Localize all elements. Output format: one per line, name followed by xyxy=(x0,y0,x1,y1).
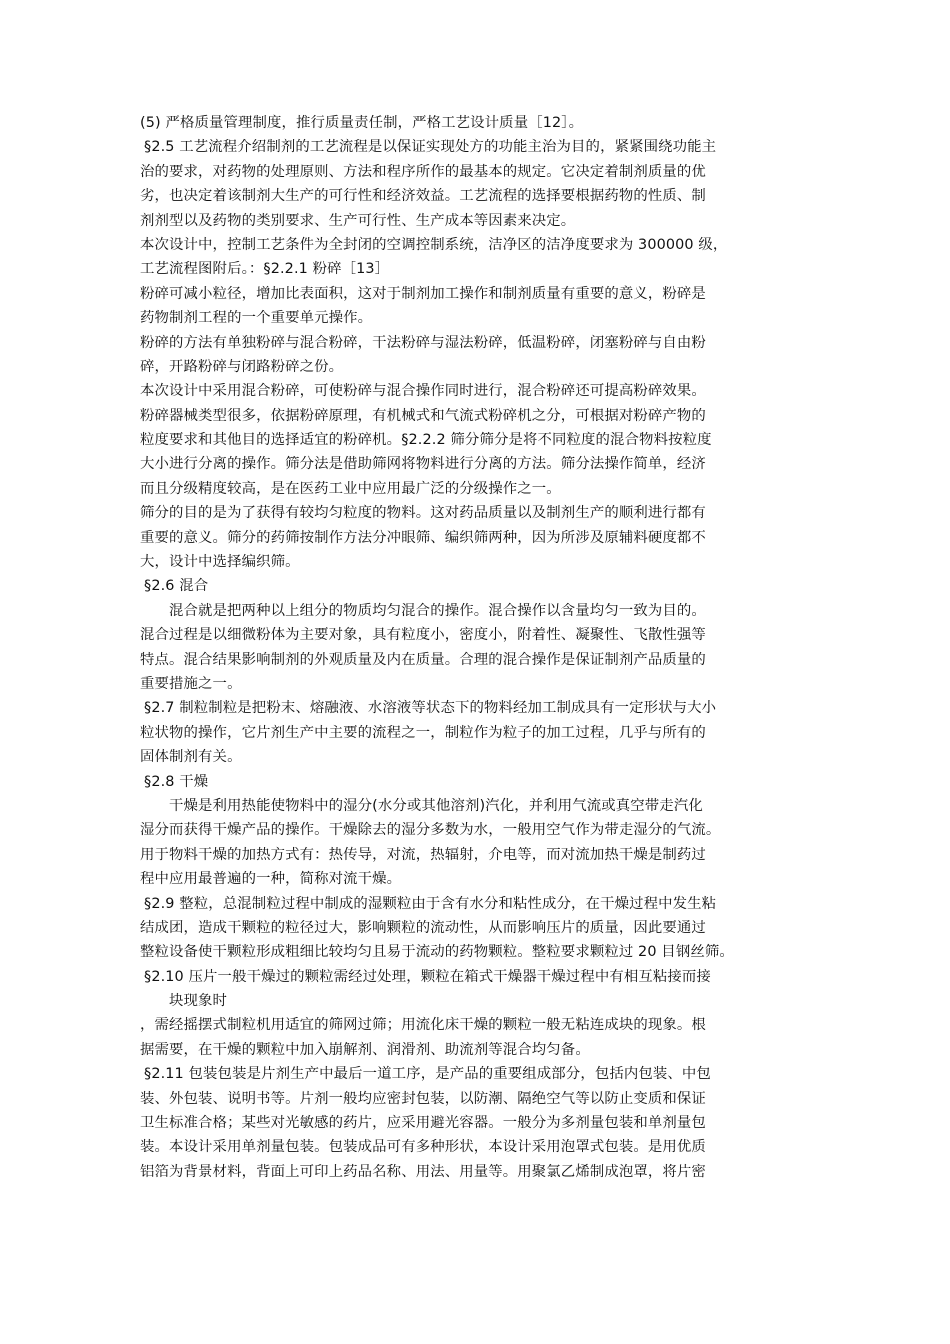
text-line: 卫生标准合格；某些对光敏感的药片，应采用避光容器。一般分为多剂量包装和单剂量包 xyxy=(140,1115,706,1132)
text-line: 固体制剂有关。 xyxy=(140,749,242,766)
text-line: 重要措施之一。 xyxy=(140,675,242,692)
text-line: 治的要求，对药物的处理原则、方法和程序所作的最基本的规定。它决定着制剂质量的优 xyxy=(140,163,706,180)
text-line: 劣，也决定着该制剂大生产的可行性和经济效益。工艺流程的选择要根据药物的性质、制 xyxy=(140,188,706,205)
text-line: 粒状物的操作，它片剂生产中主要的流程之一，制粒作为粒子的加工过程，几乎与所有的 xyxy=(140,724,706,741)
text-line: 湿分而获得干燥产品的操作。干燥除去的湿分多数为水，一般用空气作为带走湿分的气流。 xyxy=(140,822,721,839)
text-line: 大，设计中选择编织筛。 xyxy=(140,554,300,571)
text-line: 块现象时 xyxy=(169,993,228,1010)
text-line: 药物制剂工程的一个重要单元操作。 xyxy=(140,310,373,327)
text-line: ，需经摇摆式制粒机用适宜的筛网过筛；用流化床干燥的颗粒一般无粘连成块的现象。根 xyxy=(140,1017,706,1034)
text-line: 程中应用最普遍的一种，简称对流干燥。 xyxy=(140,871,402,888)
text-line: 特点。混合结果影响制剂的外观质量及内在质量。合理的混合操作是保证制剂产品质量的 xyxy=(140,651,706,668)
text-line: 大小进行分离的操作。筛分法是借助筛网将物料进行分离的方法。筛分法操作简单，经济 xyxy=(140,456,706,473)
text-line: 混合就是把两种以上组分的物质均匀混合的操作。混合操作以含量均匀一致为目的。 xyxy=(169,602,706,619)
text-line: 据需要，在干燥的颗粒中加入崩解剂、润滑剂、助流剂等混合均匀备。 xyxy=(140,1041,590,1058)
text-line: 粒度要求和其他目的选择适宜的粉碎机。§2.2.2 筛分筛分是将不同粒度的混合物料按粒度 xyxy=(140,432,712,449)
text-line: 铝箔为背景材料，背面上可印上药品名称、用法、用量等。用聚氯乙烯制成泡罩，将片密 xyxy=(140,1163,706,1180)
text-line: 剂剂型以及药物的类别要求、生产可行性、生产成本等因素来决定。 xyxy=(140,212,576,229)
text-line: 粉碎器械类型很多，依据粉碎原理，有机械式和气流式粉碎机之分，可根据对粉碎产物的 xyxy=(140,407,706,424)
document-body xyxy=(140,111,820,1184)
text-line: 本次设计中采用混合粉碎，可使粉碎与混合操作同时进行，混合粉碎还可提高粉碎效果。 xyxy=(140,383,706,400)
text-line: 装、外包装、说明书等。片剂一般均应密封包装，以防潮、隔绝空气等以防止变质和保证 xyxy=(140,1090,706,1107)
text-line: 碎，开路粉碎与闭路粉碎之份。 xyxy=(140,358,344,375)
section-2-11-line: §2.11 包装包装是片剂生产中最后一道工序，是产品的重要组成部分，包括内包装、中包 xyxy=(144,1066,711,1083)
section-2-10-line: §2.10 压片一般干燥过的颗粒需经过处理，颗粒在箱式干燥器干燥过程中有相互粘接而接 xyxy=(144,968,711,985)
text-line: 结成团，造成干颗粒的粒径过大，影响颗粒的流动性，从而影响压片的质量，因此要通过 xyxy=(140,919,706,936)
section-2-6-heading: §2.6 混合 xyxy=(144,578,209,595)
section-2-9-line: §2.9 整粒，总混制粒过程中制成的湿颗粒由于含有水分和粘性成分，在干燥过程中发生粘 xyxy=(144,895,717,912)
text-line: 重要的意义。筛分的药筛按制作方法分冲眼筛、编织筛两种，因为所涉及原辅料硬度都不 xyxy=(140,529,706,546)
text-line: 粉碎可减小粒径，增加比表面积，这对于制剂加工操作和制剂质量有重要的意义，粉碎是 xyxy=(140,285,706,302)
text-line: 整粒设备使干颗粒形成粗细比较均匀且易于流动的药物颗粒。整粒要求颗粒过 20 目钢丝筛。 xyxy=(140,944,734,961)
text-line: 本次设计中，控制工艺条件为全封闭的空调控制系统，洁净区的洁净度要求为 300000 级， xyxy=(140,236,728,253)
text-line: 装。本设计采用单剂量包装。包装成品可有多种形状，本设计采用泡罩式包装。是用优质 xyxy=(140,1139,706,1156)
text-line: 粉碎的方法有单独粉碎与混合粉碎，干法粉碎与湿法粉碎，低温粉碎，闭塞粉碎与自由粉 xyxy=(140,334,706,351)
text-line: 工艺流程图附后。：§2.2.1 粉碎［13］ xyxy=(140,261,390,278)
section-2-7-line: §2.7 制粒制粒是把粉末、熔融液、水溶液等状态下的物料经加工制成具有一定形状与大小 xyxy=(144,700,717,717)
section-2-5-line: §2.5 工艺流程介绍制剂的工艺流程是以保证实现处方的功能主治为目的，紧紧围绕功能主 xyxy=(144,139,717,156)
text-line: 混合过程是以细微粉体为主要对象，具有粒度小，密度小，附着性、凝聚性、飞散性强等 xyxy=(140,627,706,644)
text-line: 用于物料干燥的加热方式有：热传导，对流，热辐射，介电等，而对流加热干燥是制药过 xyxy=(140,846,706,863)
text-line: 干燥是利用热能使物料中的湿分(水分或其他溶剂)汽化，并利用气流或真空带走汽化 xyxy=(169,797,703,814)
text-line: 筛分的目的是为了获得有较均匀粒度的物料。这对药品质量以及制剂生产的顺利进行都有 xyxy=(140,505,706,522)
text-line: (5) 严格质量管理制度，推行质量责任制，严格工艺设计质量［12］。 xyxy=(140,115,584,131)
section-2-8-heading: §2.8 干燥 xyxy=(144,773,209,790)
text-line: 而且分级精度较高，是在医药工业中应用最广泛的分级操作之一。 xyxy=(140,480,561,497)
